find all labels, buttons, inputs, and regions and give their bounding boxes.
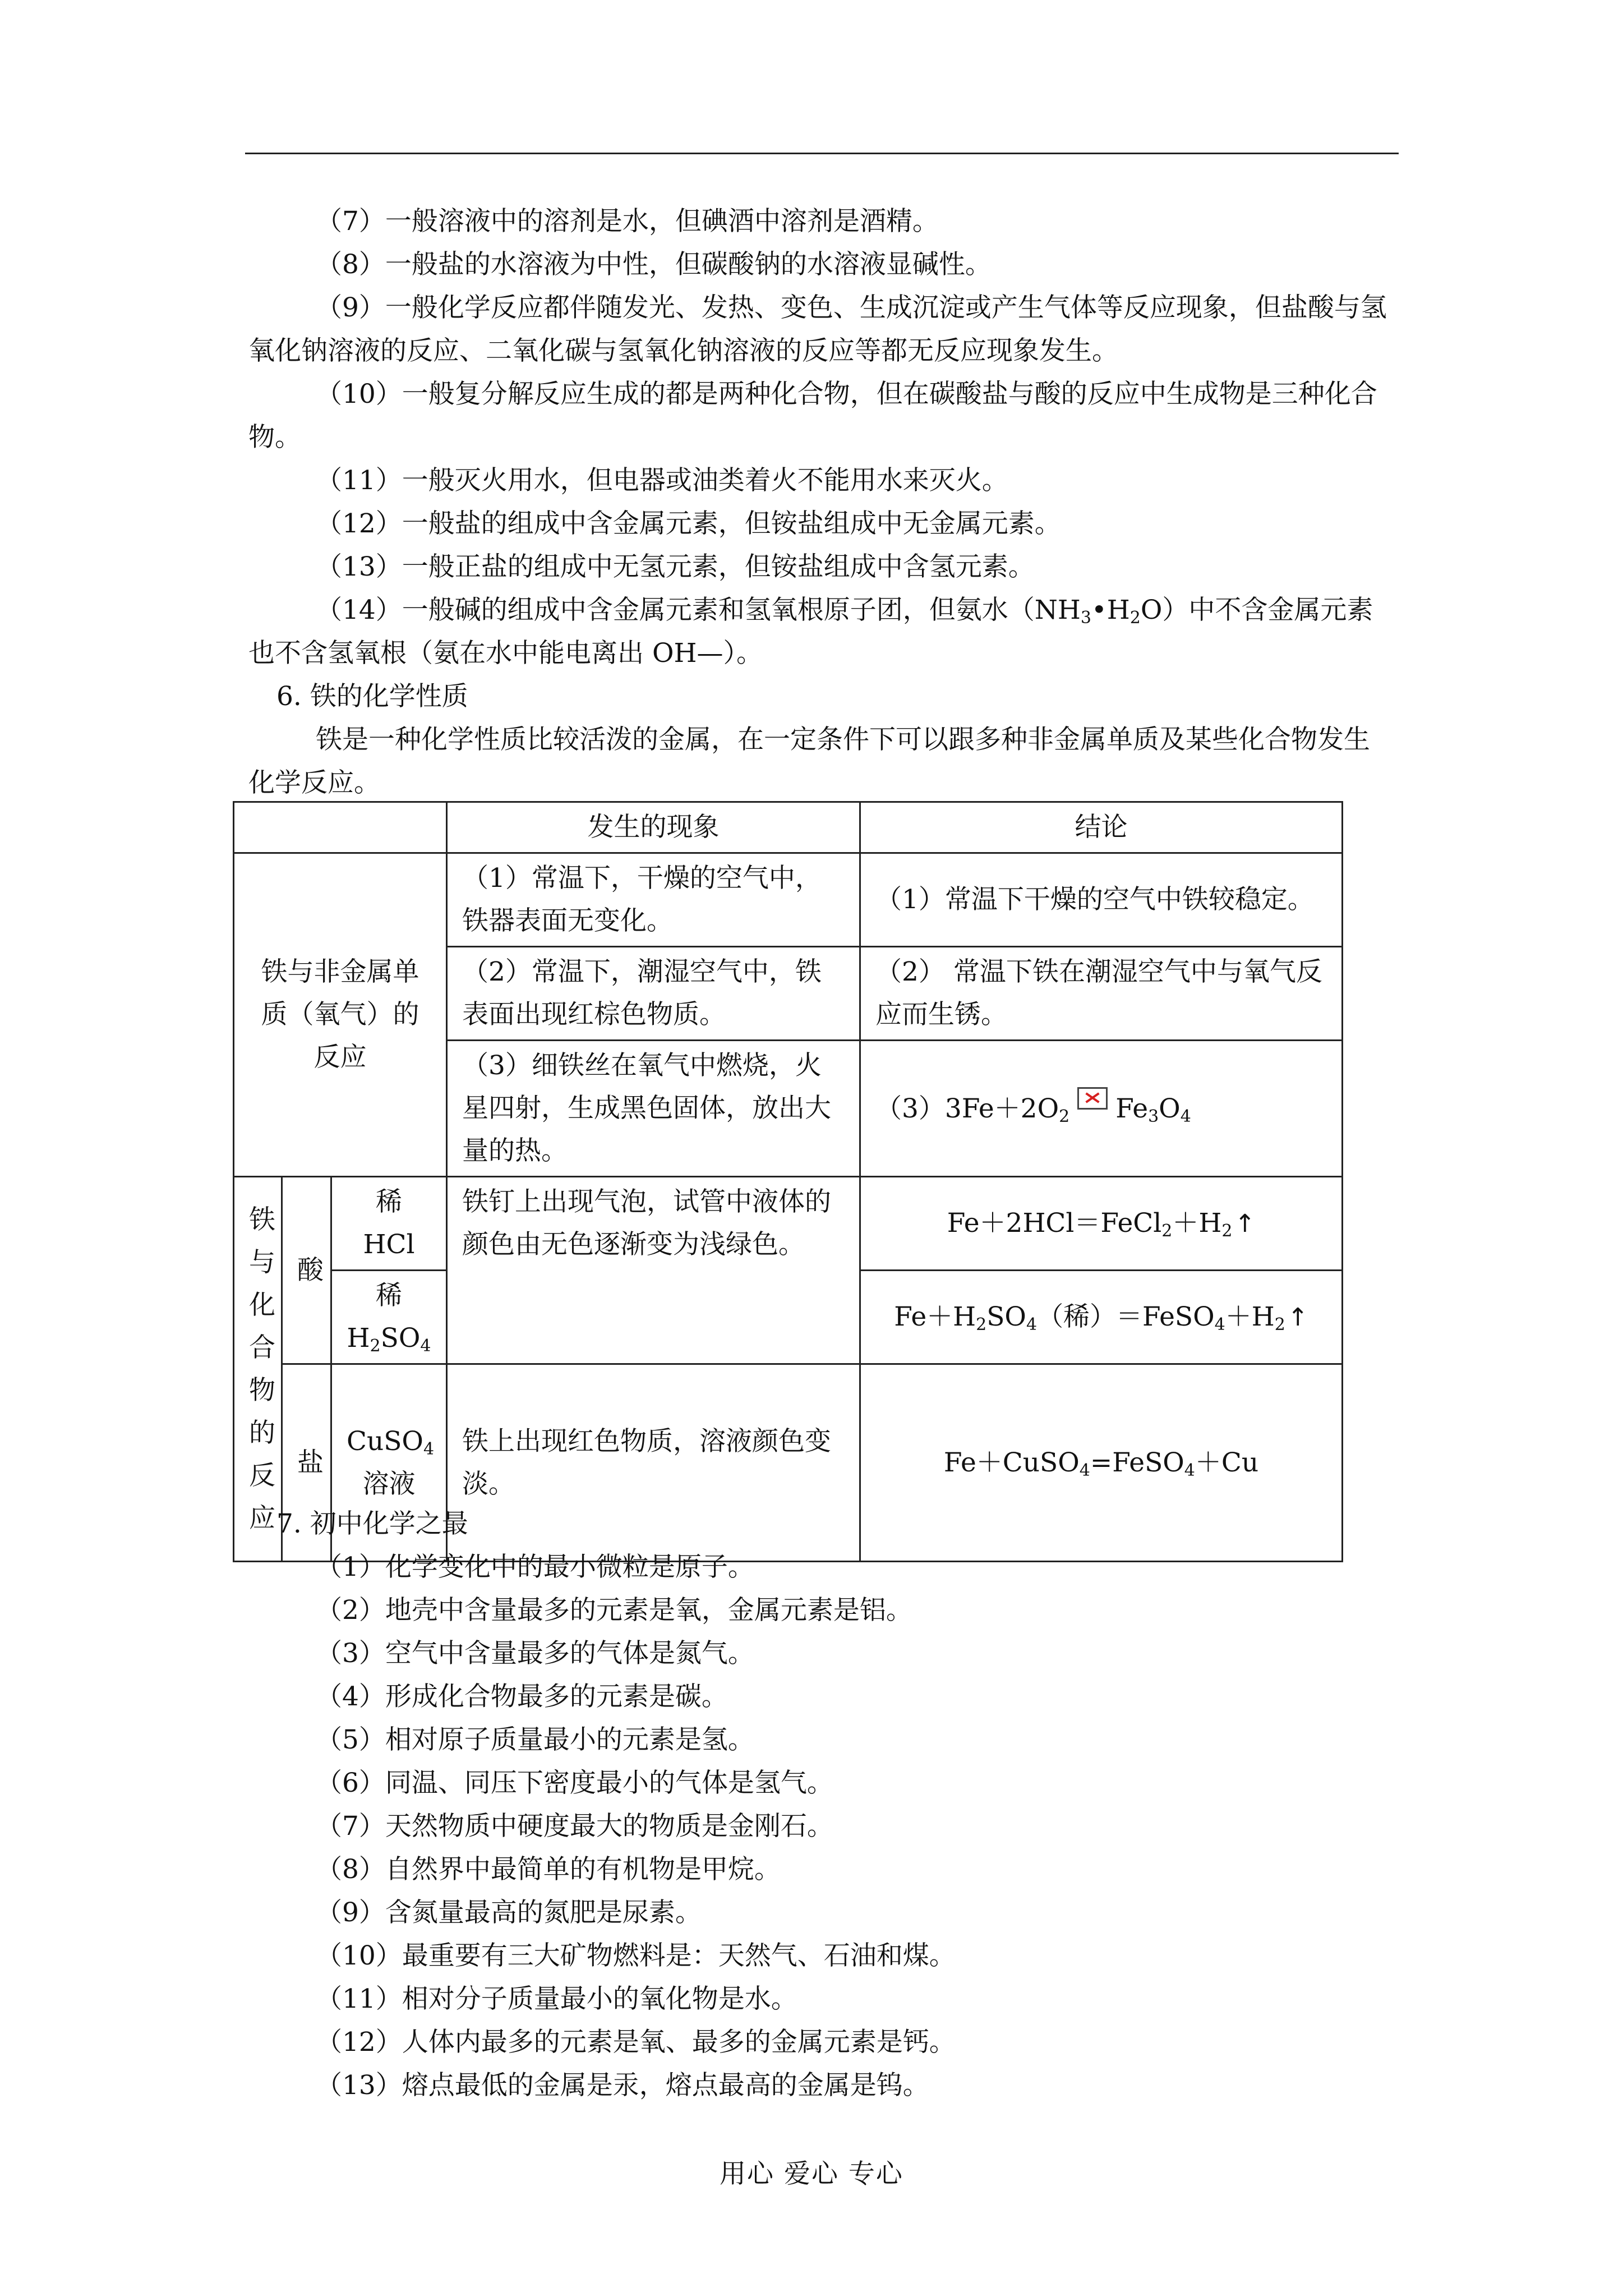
exception-9: （9）一般化学反应都伴随发光、发热、变色、生成沉淀或产生气体等反应现象，但盐酸与氢氧化钠溶液的反应、二氧化碳与氢氧化钠溶液的反应等都无反应现象发生。 — [248, 292, 1387, 366]
hcl-equation: $Fe+2HCl=FeCl_2+H_2↑$ — [860, 1177, 1343, 1271]
table-header-row — [234, 802, 1343, 853]
h2so4-equation: $Fe+H_2SO_4$（稀）$=FeSO_4+H_2↑$ — [860, 1271, 1343, 1364]
gas-up-arrow-icon: ↑ — [1234, 1209, 1256, 1238]
header-phenomenon: 发生的现象 — [447, 802, 860, 853]
list-item: （1）化学变化中的最小微粒是原子。 — [316, 1552, 754, 1582]
section-superlatives — [248, 1502, 1395, 2107]
gas-up-arrow-icon: ↑ — [1287, 1303, 1308, 1332]
list-item: （4）形成化合物最多的元素是碳。 — [316, 1681, 728, 1712]
row2-phenomenon: （2）常温下，潮湿空气中，铁表面出现红棕色物质。 — [447, 947, 860, 1041]
header-blank-cell — [234, 802, 447, 853]
row1-phenomenon: （1）常温下，干燥的空气中，铁器表面无变化。 — [447, 853, 860, 947]
row2-conclusion: （2） 常温下铁在潮湿空气中与氧气反应而生锈。 — [860, 947, 1343, 1041]
h2so4-label: 稀 $H_2SO_4$ — [331, 1271, 447, 1364]
list-item: （3）空气中含量最多的气体是氮气。 — [316, 1638, 754, 1669]
exception-12: （12）一般盐的组成中含金属元素，但铵盐组成中无金属元素。 — [316, 508, 1061, 539]
list-item: （5）相对原子质量最小的元素是氢。 — [316, 1724, 754, 1755]
list-item: （8）自然界中最简单的有机物是甲烷。 — [316, 1854, 781, 1885]
cuso4-label: CuSO$_4$ 溶液 — [331, 1364, 447, 1562]
group-compound-label: 铁 与 化 合 物 的 反 应 — [234, 1177, 282, 1562]
table-row — [234, 853, 1343, 947]
group-oxygen-label: 铁与非金属单质（氧气）的反应 — [234, 853, 447, 1177]
acid-phenomenon: 铁钉上出现气泡，试管中液体的颜色由无色逐渐变为浅绿色。 — [447, 1177, 860, 1364]
salt-phenomenon: 铁上出现红色物质，溶液颜色变淡。 — [447, 1364, 860, 1562]
list-item: （2）地壳中含量最多的元素是氧，金属元素是铝。 — [316, 1595, 912, 1626]
list-item: （10）最重要有三大矿物燃料是：天然气、石油和煤。 — [316, 1940, 956, 1971]
list-item: （13）熔点最低的金属是汞，熔点最高的金属是钨。 — [316, 2070, 929, 2101]
iron-intro: 铁是一种化学性质比较活泼的金属，在一定条件下可以跟多种非金属单质及某些化合物发生化学反应。 — [248, 724, 1370, 798]
salt-equation: Fe＋CuSO$_4$=FeSO$_4$＋Cu — [860, 1364, 1343, 1562]
broken-image-icon — [1077, 1087, 1108, 1110]
list-item: （11）相对分子质量最小的氧化物是水。 — [316, 1984, 797, 2014]
acid-label: 酸 — [282, 1177, 331, 1364]
salt-label: 盐 — [282, 1364, 331, 1562]
exception-11: （11）一般灭火用水，但电器或油类着火不能用水来灭火。 — [316, 465, 1008, 496]
exception-10: （10）一般复分解反应生成的都是两种化合物，但在碳酸盐与酸的反应中生成物是三种化合物。 — [248, 379, 1377, 453]
hcl-label: 稀 HCl — [331, 1177, 447, 1271]
section-exceptions — [248, 200, 1395, 804]
exception-7: （7）一般溶液中的溶剂是水，但碘酒中溶剂是酒精。 — [316, 206, 939, 237]
table-row — [234, 1177, 1343, 1271]
list-item: （6）同温、同压下密度最小的气体是氢气。 — [316, 1768, 833, 1798]
row1-conclusion: （1）常温下干燥的空气中铁较稳定。 — [860, 853, 1343, 947]
iron-heading: 6. 铁的化学性质 — [276, 681, 468, 712]
row3-conclusion: $(3)3Fe+2O_2$ $Fe_3O_4$ — [860, 1041, 1343, 1177]
list-item: （9）含氮量最高的氮肥是尿素。 — [316, 1897, 702, 1928]
header-rule — [245, 153, 1399, 154]
list-item: （7）天然物质中硬度最大的物质是金刚石。 — [316, 1811, 833, 1842]
list-item: （12）人体内最多的元素是氧、最多的金属元素是钙。 — [316, 2027, 956, 2058]
exception-8: （8）一般盐的水溶液为中性，但碳酸钠的水溶液显碱性。 — [316, 249, 992, 280]
page-footer: 用心 爱心 专心 — [720, 2159, 903, 2189]
exception-14: （14）一般碱的组成中含金属元素和氢氧根原子团，但氨水$(NH_3•H_2O)$中不含金属元素也不含氢氧根（氨在水中能电离出 OH—）。 — [248, 595, 1373, 669]
exception-13: （13）一般正盐的组成中无氢元素，但铵盐组成中含氢元素。 — [316, 551, 1035, 582]
row3-phenomenon: （3）细铁丝在氧气中燃烧，火星四射，生成黑色固体，放出大量的热。 — [447, 1041, 860, 1177]
superlatives-heading: 7. 初中化学之最 — [276, 1508, 468, 1539]
header-conclusion: 结论 — [860, 802, 1343, 853]
